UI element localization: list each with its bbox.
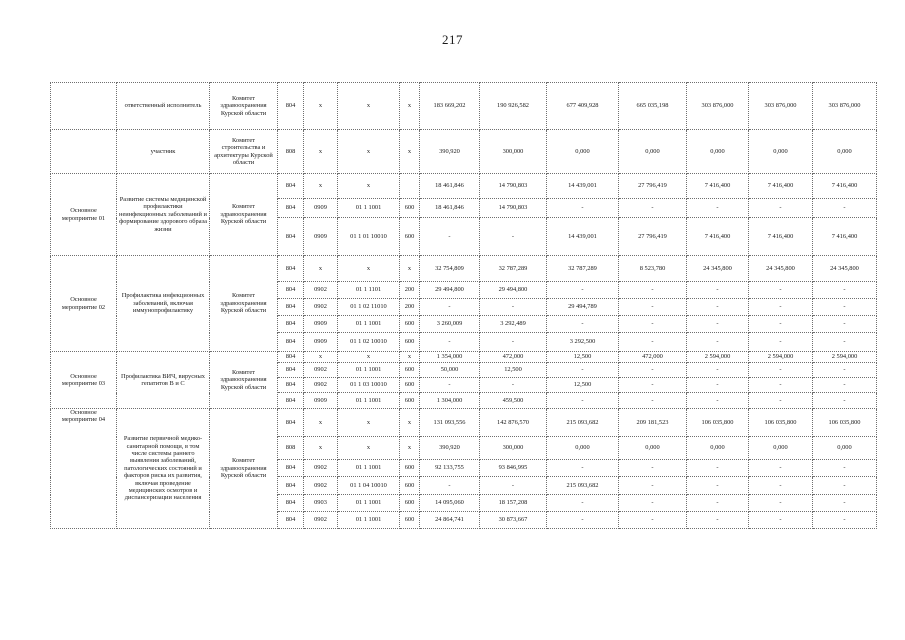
table-cell: 29 494,800	[480, 282, 547, 299]
table-cell: -	[813, 495, 877, 512]
table-cell: -	[619, 199, 687, 218]
table-cell: -	[420, 477, 480, 495]
table-cell: -	[619, 378, 687, 393]
table-cell: Комитет здравоохранения Курской области	[210, 83, 278, 130]
table-cell: 600	[400, 477, 420, 495]
table-cell: -	[547, 363, 619, 378]
table-cell: 300,000	[480, 437, 547, 460]
table-cell: 804	[278, 409, 304, 437]
table-cell: -	[619, 333, 687, 352]
table-cell: 14 439,001	[547, 218, 619, 256]
table-cell: -	[813, 378, 877, 393]
table-cell: 0,000	[749, 130, 813, 174]
table-cell: 01 1 1001	[338, 316, 400, 333]
table-cell: -	[619, 363, 687, 378]
table-cell: 665 035,198	[619, 83, 687, 130]
table-cell: 0902	[304, 512, 338, 529]
table-cell: 804	[278, 495, 304, 512]
table-cell: х	[304, 130, 338, 174]
table-cell: 215 093,682	[547, 477, 619, 495]
table-cell: 0,000	[547, 130, 619, 174]
table-cell: 01 1 1001	[338, 199, 400, 218]
table-cell: 29 494,789	[547, 299, 619, 316]
table-cell: Комитет здравоохранения Курской области	[210, 256, 278, 352]
table-cell: х	[338, 130, 400, 174]
table-cell: х	[338, 256, 400, 282]
table-cell: 303 876,000	[749, 83, 813, 130]
table-cell: 0,000	[547, 437, 619, 460]
table-cell: х	[304, 409, 338, 437]
table-cell: -	[420, 333, 480, 352]
table-cell: -	[813, 363, 877, 378]
table-cell: -	[749, 316, 813, 333]
table-cell: 32 787,289	[480, 256, 547, 282]
table-cell: -	[687, 363, 749, 378]
table-cell: 50,000	[420, 363, 480, 378]
table-cell: 30 873,667	[480, 512, 547, 529]
table-cell: -	[619, 512, 687, 529]
table-cell: 200	[400, 282, 420, 299]
table-cell: х	[338, 174, 400, 199]
table-cell: -	[687, 495, 749, 512]
table-cell: -	[547, 282, 619, 299]
table-cell: 303 876,000	[687, 83, 749, 130]
table-cell: 12,500	[547, 352, 619, 363]
table-cell: -	[687, 512, 749, 529]
table-cell	[51, 130, 117, 174]
table-cell: х	[338, 352, 400, 363]
table-cell: 600	[400, 460, 420, 477]
table-cell: 804	[278, 477, 304, 495]
table-cell: 7 416,400	[687, 174, 749, 199]
table-cell: 300,000	[480, 130, 547, 174]
table-cell: -	[619, 299, 687, 316]
table-cell: 01 1 1101	[338, 282, 400, 299]
table-cell: 01 1 1001	[338, 460, 400, 477]
table-cell: 106 035,800	[687, 409, 749, 437]
table-cell: 0902	[304, 363, 338, 378]
table-cell: -	[619, 282, 687, 299]
table-cell: -	[749, 393, 813, 409]
table-cell: 1 354,000	[420, 352, 480, 363]
table-cell: -	[687, 316, 749, 333]
table-cell: -	[749, 378, 813, 393]
table-cell: Основное мероприятие 01	[51, 174, 117, 256]
table-cell: Основное мероприятие 03	[51, 352, 117, 409]
table-cell: -	[749, 299, 813, 316]
table-cell: 01 1 04 10010	[338, 477, 400, 495]
table-cell: х	[400, 352, 420, 363]
table-cell: -	[813, 333, 877, 352]
table-cell: х	[400, 256, 420, 282]
table-cell: 0,000	[813, 130, 877, 174]
table-cell: -	[813, 512, 877, 529]
table-cell: -	[420, 378, 480, 393]
table-cell: -	[619, 460, 687, 477]
table-cell: 390,920	[420, 437, 480, 460]
table-cell: -	[480, 218, 547, 256]
table-row	[51, 83, 877, 130]
table-cell: -	[749, 333, 813, 352]
table-cell: -	[749, 477, 813, 495]
table-cell: 7 416,400	[749, 174, 813, 199]
table-cell: 600	[400, 512, 420, 529]
table-cell: 472,000	[619, 352, 687, 363]
table-cell: 27 796,419	[619, 174, 687, 199]
table-cell: 600	[400, 333, 420, 352]
table-cell: 472,000	[480, 352, 547, 363]
table-row	[51, 409, 877, 437]
table-cell: 804	[278, 83, 304, 130]
table-cell: х	[400, 409, 420, 437]
table-cell: 32 754,809	[420, 256, 480, 282]
table-cell: 131 093,556	[420, 409, 480, 437]
table-cell: 0,000	[813, 437, 877, 460]
table-cell: 18 461,846	[420, 174, 480, 199]
table-cell: 01 1 02 11010	[338, 299, 400, 316]
table-row	[51, 352, 877, 363]
table-cell: -	[749, 363, 813, 378]
table-cell: х	[338, 437, 400, 460]
table-cell: 600	[400, 378, 420, 393]
table-cell: -	[687, 477, 749, 495]
table-cell: -	[687, 393, 749, 409]
table-cell: -	[619, 393, 687, 409]
table-cell: 0909	[304, 218, 338, 256]
table-cell: -	[813, 460, 877, 477]
table-cell: 12,500	[480, 363, 547, 378]
table-cell: 92 133,755	[420, 460, 480, 477]
table-cell: 0902	[304, 378, 338, 393]
table-cell: -	[420, 218, 480, 256]
table-cell: х	[400, 437, 420, 460]
table-cell: 804	[278, 352, 304, 363]
table-cell: 0902	[304, 460, 338, 477]
table-cell: Развитие первичной медико-санитарной помощи, в том числе системы раннего выявления заболеваний, патологических состояний и факторов риска их развития, включая проведение медицинских осмотров и диспансеризации населения	[117, 409, 210, 529]
table-cell: 18 461,846	[420, 199, 480, 218]
table-cell: -	[420, 299, 480, 316]
table-cell: 804	[278, 199, 304, 218]
table-cell: -	[687, 282, 749, 299]
table-cell: 106 035,800	[813, 409, 877, 437]
table-cell: 0902	[304, 282, 338, 299]
table-cell: 2 594,000	[813, 352, 877, 363]
table-cell: -	[813, 282, 877, 299]
table-cell: 2 594,000	[687, 352, 749, 363]
table-cell: х	[338, 409, 400, 437]
table-cell: -	[687, 299, 749, 316]
table-cell: 804	[278, 316, 304, 333]
table-row	[51, 130, 877, 174]
table-cell: Развитие системы медицинской профилактики неинфекционных заболеваний и формирование здорового образа жизни	[117, 174, 210, 256]
table-cell: -	[687, 199, 749, 218]
table-cell: -	[749, 199, 813, 218]
table-cell: 0909	[304, 199, 338, 218]
table-cell: х	[400, 83, 420, 130]
table-cell: 32 787,289	[547, 256, 619, 282]
table-cell: Комитет здравоохранения Курской области	[210, 409, 278, 529]
table-cell: 804	[278, 393, 304, 409]
table-cell: 12,500	[547, 378, 619, 393]
table-cell: 804	[278, 333, 304, 352]
table-cell: -	[480, 299, 547, 316]
table-cell: -	[547, 495, 619, 512]
table-cell: -	[547, 316, 619, 333]
budget-table	[50, 82, 877, 529]
table-cell: 215 093,682	[547, 409, 619, 437]
table-cell: 303 876,000	[813, 83, 877, 130]
table-cell: -	[687, 460, 749, 477]
table-cell: Профилактика инфекционных заболеваний, включая иммунопрофилактику	[117, 256, 210, 352]
table-cell: -	[813, 316, 877, 333]
table-cell: 600	[400, 393, 420, 409]
table-cell: 0,000	[687, 437, 749, 460]
table-cell: -	[749, 495, 813, 512]
table-cell: 18 157,208	[480, 495, 547, 512]
table-cell: х	[304, 437, 338, 460]
table-cell: 808	[278, 130, 304, 174]
table-cell: ответственный исполнитель	[117, 83, 210, 130]
table-cell: Комитет здравоохранения Курской области	[210, 174, 278, 256]
table-cell: Профилактика ВИЧ, вирусных гепатитов В и С	[117, 352, 210, 409]
table-cell: 600	[400, 495, 420, 512]
table-cell: 0909	[304, 316, 338, 333]
table-cell: 0,000	[619, 130, 687, 174]
table-cell: 7 416,400	[813, 174, 877, 199]
table-cell: 14 439,001	[547, 174, 619, 199]
table-cell: 804	[278, 174, 304, 199]
table-cell: 1 304,000	[420, 393, 480, 409]
table-cell: 804	[278, 460, 304, 477]
table-cell: 01 1 1001	[338, 363, 400, 378]
table-cell: -	[749, 282, 813, 299]
table-cell: 01 1 02 10010	[338, 333, 400, 352]
table-cell: 804	[278, 363, 304, 378]
table-row	[51, 174, 877, 199]
table-cell: 3 292,500	[547, 333, 619, 352]
table-cell: 0902	[304, 477, 338, 495]
table-cell: 7 416,400	[687, 218, 749, 256]
table-cell	[51, 83, 117, 130]
table-cell: 0909	[304, 393, 338, 409]
table-cell: х	[304, 174, 338, 199]
table-cell: 804	[278, 299, 304, 316]
table-cell: -	[813, 393, 877, 409]
table-cell: 106 035,800	[749, 409, 813, 437]
table-cell: х	[304, 83, 338, 130]
page-number: 217	[442, 32, 463, 47]
table-cell: 190 926,582	[480, 83, 547, 130]
table-cell: 14 095,060	[420, 495, 480, 512]
table-cell: 0,000	[749, 437, 813, 460]
table-cell: 3 292,489	[480, 316, 547, 333]
table-cell: Комитет строительства и архитектуры Курской области	[210, 130, 278, 174]
table-cell: 24 345,800	[749, 256, 813, 282]
table-cell: -	[687, 333, 749, 352]
table-cell: 0902	[304, 299, 338, 316]
table-cell: 29 494,800	[420, 282, 480, 299]
table-cell: -	[619, 316, 687, 333]
table-cell: 600	[400, 218, 420, 256]
table-cell: 0909	[304, 333, 338, 352]
table-cell: -	[547, 460, 619, 477]
table-cell: -	[749, 512, 813, 529]
table-cell: участник	[117, 130, 210, 174]
table-cell: 804	[278, 512, 304, 529]
table-cell: -	[480, 378, 547, 393]
table-cell: -	[480, 477, 547, 495]
table-cell: -	[813, 477, 877, 495]
table-cell: 01 1 1001	[338, 393, 400, 409]
table-cell: -	[813, 299, 877, 316]
table-cell: 3 260,009	[420, 316, 480, 333]
table-cell: -	[749, 460, 813, 477]
table-cell: 14 790,803	[480, 199, 547, 218]
table-cell: 804	[278, 378, 304, 393]
table-cell: 7 416,400	[813, 218, 877, 256]
table-cell: 183 669,202	[420, 83, 480, 130]
table-cell: -	[480, 333, 547, 352]
table-cell: 14 790,803	[480, 174, 547, 199]
table-cell: Основное мероприятие 04	[51, 409, 117, 529]
table-cell: -	[547, 393, 619, 409]
table-cell: х	[400, 130, 420, 174]
table-cell: 808	[278, 437, 304, 460]
table-cell: х	[304, 256, 338, 282]
table-cell: 200	[400, 299, 420, 316]
table-cell: 93 846,995	[480, 460, 547, 477]
table-cell: -	[547, 512, 619, 529]
table-cell: 01 1 1001	[338, 512, 400, 529]
table-cell: -	[547, 199, 619, 218]
table-cell: 0,000	[687, 130, 749, 174]
table-cell: 01 1 03 10010	[338, 378, 400, 393]
table-row	[51, 256, 877, 282]
table-cell: 7 416,400	[749, 218, 813, 256]
table-cell: 24 864,741	[420, 512, 480, 529]
table-cell: 24 345,800	[687, 256, 749, 282]
table-cell: -	[687, 378, 749, 393]
table-cell: 142 876,570	[480, 409, 547, 437]
table-cell: 804	[278, 218, 304, 256]
table-cell: 209 181,523	[619, 409, 687, 437]
table-cell: 459,500	[480, 393, 547, 409]
table-cell: 2 594,000	[749, 352, 813, 363]
table-cell: 24 345,800	[813, 256, 877, 282]
table-cell: 01 1 01 10010	[338, 218, 400, 256]
table-cell	[400, 174, 420, 199]
table-cell: 0,000	[619, 437, 687, 460]
table-cell: 677 409,928	[547, 83, 619, 130]
table-cell: 804	[278, 256, 304, 282]
table-cell: 600	[400, 199, 420, 218]
table-cell: 390,920	[420, 130, 480, 174]
table-cell: Комитет здравоохранения Курской области	[210, 352, 278, 409]
table-cell: -	[619, 495, 687, 512]
table-cell: 0903	[304, 495, 338, 512]
table-cell: 804	[278, 282, 304, 299]
table-cell: Основное мероприятие 02	[51, 256, 117, 352]
table-cell: 600	[400, 363, 420, 378]
table-cell: 600	[400, 316, 420, 333]
table-cell: -	[619, 477, 687, 495]
table-cell: х	[304, 352, 338, 363]
table-cell: х	[338, 83, 400, 130]
table-cell: 27 796,419	[619, 218, 687, 256]
table-cell: 8 523,780	[619, 256, 687, 282]
table-cell: 01 1 1001	[338, 495, 400, 512]
table-cell: -	[813, 199, 877, 218]
